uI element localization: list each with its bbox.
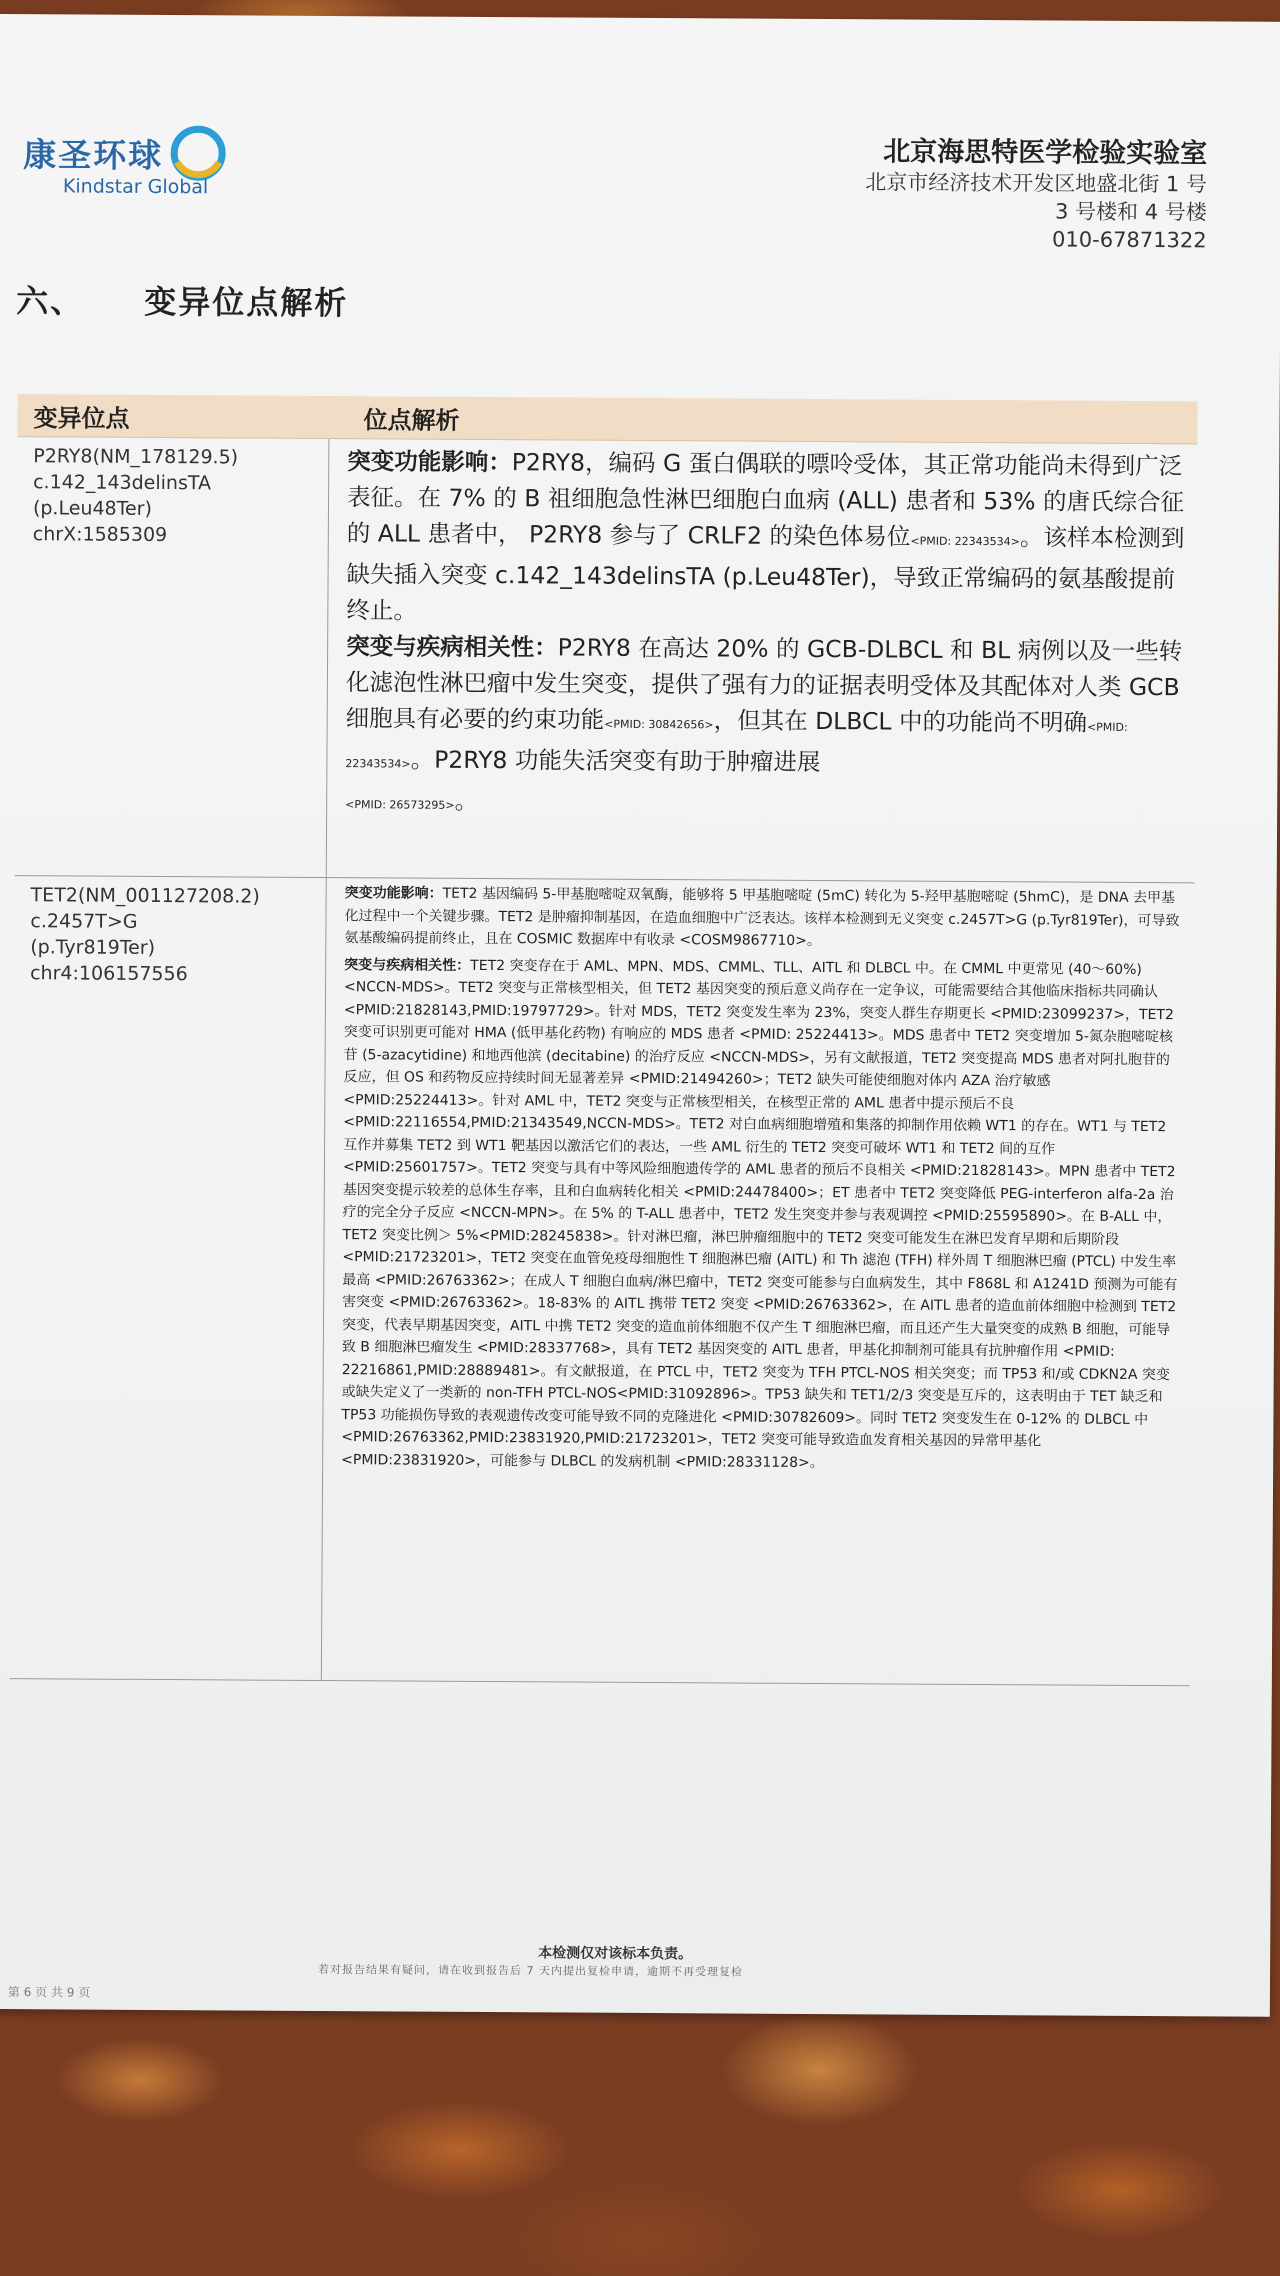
variant-table — [10, 394, 1198, 1686]
logo-english-name: Kindstar Global — [62, 175, 209, 199]
disease-relevance-text-2: ，但其在 DLBCL 中的功能尚不明确 — [713, 706, 1088, 737]
lab-info — [865, 129, 1207, 254]
pmid-citation: <PMID: 22343534> — [910, 534, 1020, 549]
site-chrom: chrX:1585309 — [32, 523, 168, 547]
header-variant-site: 变异位点 — [33, 403, 130, 433]
site-gene: P2RY8(NM_178129.5) — [33, 445, 239, 469]
page-footer — [0, 1939, 1268, 2000]
section-title: 变异位点解析 — [144, 282, 349, 323]
disease-relevance-label: 突变与疾病相关性： — [344, 956, 471, 974]
report-page — [0, 14, 1280, 2017]
function-impact-text: TET2 基因编码 5-甲基胞嘧啶双氧酶，能够将 5 甲基胞嘧啶 (5mC) 转化为 5-羟甲基胞嘧啶 (5hmC)，是 DNA 去甲基化过程中一个关键步骤。TET2 是肿瘤抑制基因，在造血细胞中广泛表达。该样本检测到无义突变 c.2457T>G (p.Tyr819Ter)，可导致氨基酸编码提前终止，且在 COSMIC 数据库中有收录 <COSM9867710>。 — [344, 885, 1180, 950]
lab-address-2: 3 号楼和 4 号楼 — [1054, 199, 1207, 225]
period: 。 — [454, 786, 479, 815]
lab-phone: 010-67871322 — [1052, 227, 1207, 253]
site-gene: TET2(NM_001127208.2) — [30, 884, 260, 908]
disease-relevance-text: P2RY8 在高达 20% 的 GCB-DLBCL 和 BL 病例以及一些转化滤泡性淋巴瘤中发生突变，提供了强有力的证据表明受体及其配体对人类 GCB 细胞具有必要的约束功能 — [345, 633, 1183, 734]
function-impact-label: 突变功能影响： — [347, 447, 512, 477]
lab-address-1: 北京市经济技术开发区地盛北街 1 号 — [865, 170, 1208, 197]
pmid-citation: <PMID: 22343534> — [345, 720, 1128, 771]
disease-relevance-paragraph — [345, 628, 1186, 828]
table-row — [15, 437, 1198, 883]
site-cdna: c.142_143delinsTA — [33, 471, 212, 495]
disease-relevance-label: 突变与疾病相关性： — [346, 632, 558, 662]
section-heading — [16, 276, 348, 324]
function-impact-paragraph — [344, 882, 1184, 955]
pmid-citation: <PMID: 30842656> — [604, 717, 714, 732]
company-logo — [23, 109, 244, 200]
function-impact-text: P2RY8，编码 G 蛋白偶联的嘌呤受体，其正常功能尚未得到广泛表征。在 7% 的 B 祖细胞急性淋巴细胞白血病 (ALL) 患者和 53% 的唐氏综合征的 ALL 患者中， P2RY8 参与了 CRLF2 的染色体易位 — [346, 448, 1185, 551]
disease-relevance-text: TET2 突变存在于 AML、MPN、MDS、CMML、TLL、AITL 和 DLBCL 中。在 CMML 中更常见 (40～60%) <NCCN-MDS>。TET2 突变与正常核型相关，但 TET2 基因突变的预后意义尚存在一定争议，可能需要结合其他临床指标共同确认 <PMID:21828143,PMID:19797729>。针对 MDS，TET2 突变发生率为 23%，突变人群生存期更长 <PMID:23099237>，TET2 突变可识别更可能对 HMA (低甲基化药物) 有响应的 MDS 患者 <PMID: 25224413>。MDS 患者中 TET2 突变增加 5-氮杂胞嘧啶核苷 (5-azacytidine) 和地西他滨 (decitabine) 的治疗反应 <NCCN-MDS>，另有文献报道，TET2 突变提高 MDS 患者对阿扎胞苷的反应，但 OS 和药物反应持续时间无显著差异 <PMID:21494260>；TET2 缺失可能使细胞对体内 AZA 治疗敏感 <PMID:25224413>。针对 AML 中，TET2 突变与正常核型相关，在核型正常的 AML 患者中提示预后不良 <PMID:22116554,PMID:21343549,NCCN-MDS>。TET2 对白血病细胞增殖和集落的抑制作用依赖 WT1 的存在。WT1 与 TET2 互作并募集 TET2 到 WT1 靶基因以激活它们的表达，一些 AML 衍生的 TET2 突变可破坏 WT1 和 TET2 间的互作 <PMID:25601757>。TET2 突变与具有中等风险细胞遗传学的 AML 患者的预后不良相关 <PMID:21828143>。MPN 患者中 TET2 基因突变提示较差的总体生存率，且和白血病转化相关 <PMID:24478400>；ET 患者中 TET2 突变降低 PEG-interferon alfa-2a 治疗的完全分子反应 <NCCN-MPN>。在 5% 的 T-ALL 患者中，TET2 发生突变并参与表观调控 <PMID:25595890>。在 B-ALL 中，TET2 突变比例＞ 5%<PMID:28245838>。针对淋巴瘤，淋巴肿瘤细胞中的 TET2 突变可能发生在淋巴发育早期和后期阶段 <PMID:21723201>，TET2 突变在血管免疫母细胞性 T 细胞淋巴瘤 (AITL) 和 Th 滤泡 (TFH) 样外周 T 细胞淋巴瘤 (PTCL) 中发生率最高 <PMID:26763362>；在成人 T 细胞白血病/淋巴瘤中，TET2 突变可能参与白血病发生，其中 F868L 和 A1241D 预测为可能有害突变 <PMID:26763362>。18-83% 的 AITL 携带 TET2 突变 <PMID:26763362>，在 AITL 患者的造血前体细胞中检测到 TET2 突变，代表早期基因突变，AITL 中携 TET2 突变的造血前体细胞不仅产生 T 细胞淋巴瘤，而且还产生大量突变的成熟 B 细胞，可能导致 B 细胞淋巴瘤发生 <PMID:28337768>，具有 TET2 基因突变的 AITL 患者，甲基化抑制剂可能具有抗肿瘤作用 <PMID: 22216861,PMID:28889481>。有文献报道，在 PTCL 中，TET2 突变为 TFH PTCL-NOS 相关突变；而 TP53 和/或 CDKN2A 突变或缺失定义了一类新的 non-TFH PTCL-NOS<PMID:31092896>。TP53 缺失和 TET1/2/3 突变是互斥的，这表明由于 TET 缺乏和 TP53 功能损伤导致的表观遗传改变可能导致不同的克隆进化 <PMID:30782609>。同时 TET2 突变发生在 0-12% 的 DLBCL 中 <PMID:26763362,PMID:23831920,PMID:21723201>，TET2 突变可能导致造血发育相关基因的异常甲基化 <PMID:23831920>，可能参与 DLBCL 的发病机制 <PMID:28331128>。 — [341, 957, 1178, 1471]
site-chrom: chr4:106157556 — [30, 962, 188, 986]
lab-name: 北京海思特医学检验实验室 — [883, 136, 1208, 170]
site-cdna: c.2457T>G — [30, 910, 138, 933]
header-site-analysis: 位点解析 — [363, 405, 460, 435]
function-impact-label: 突变功能影响： — [344, 885, 443, 902]
site-protein: (p.Tyr819Ter) — [30, 936, 156, 959]
variant-site-cell — [15, 437, 330, 877]
site-protein: (p.Leu48Ter) — [32, 497, 153, 520]
function-impact-text-2: 。该样本检测到缺失插入突变 c.142_143delinsTA (p.Leu48Ter)，导致正常编码的氨基酸提前终止。 — [346, 523, 1185, 625]
footer-fine-print: 若对报告结果有疑问，请在收到报告后 7 天内提出复检申请，逾期不再受理复检 — [318, 1962, 744, 1979]
analysis-cell — [327, 439, 1198, 882]
pmid-citation: <PMID: 26573295> — [345, 798, 455, 812]
table-row — [10, 876, 1195, 1686]
page-number: 第 6 页 共 9 页 — [7, 1985, 91, 2000]
disease-relevance-paragraph — [341, 954, 1184, 1477]
variant-site-cell — [10, 876, 327, 1680]
table-header — [17, 394, 1197, 444]
section-number: 六、 — [16, 282, 85, 321]
logo-chinese-name: 康圣环球 — [23, 135, 164, 175]
disease-relevance-text-3: 。P2RY8 功能失活突变有助于肿瘤进展 — [410, 745, 821, 777]
function-impact-paragraph — [346, 443, 1187, 633]
footer-disclaimer: 本检测仅对该标本负责。 — [538, 1945, 693, 1963]
analysis-cell — [322, 878, 1195, 1685]
